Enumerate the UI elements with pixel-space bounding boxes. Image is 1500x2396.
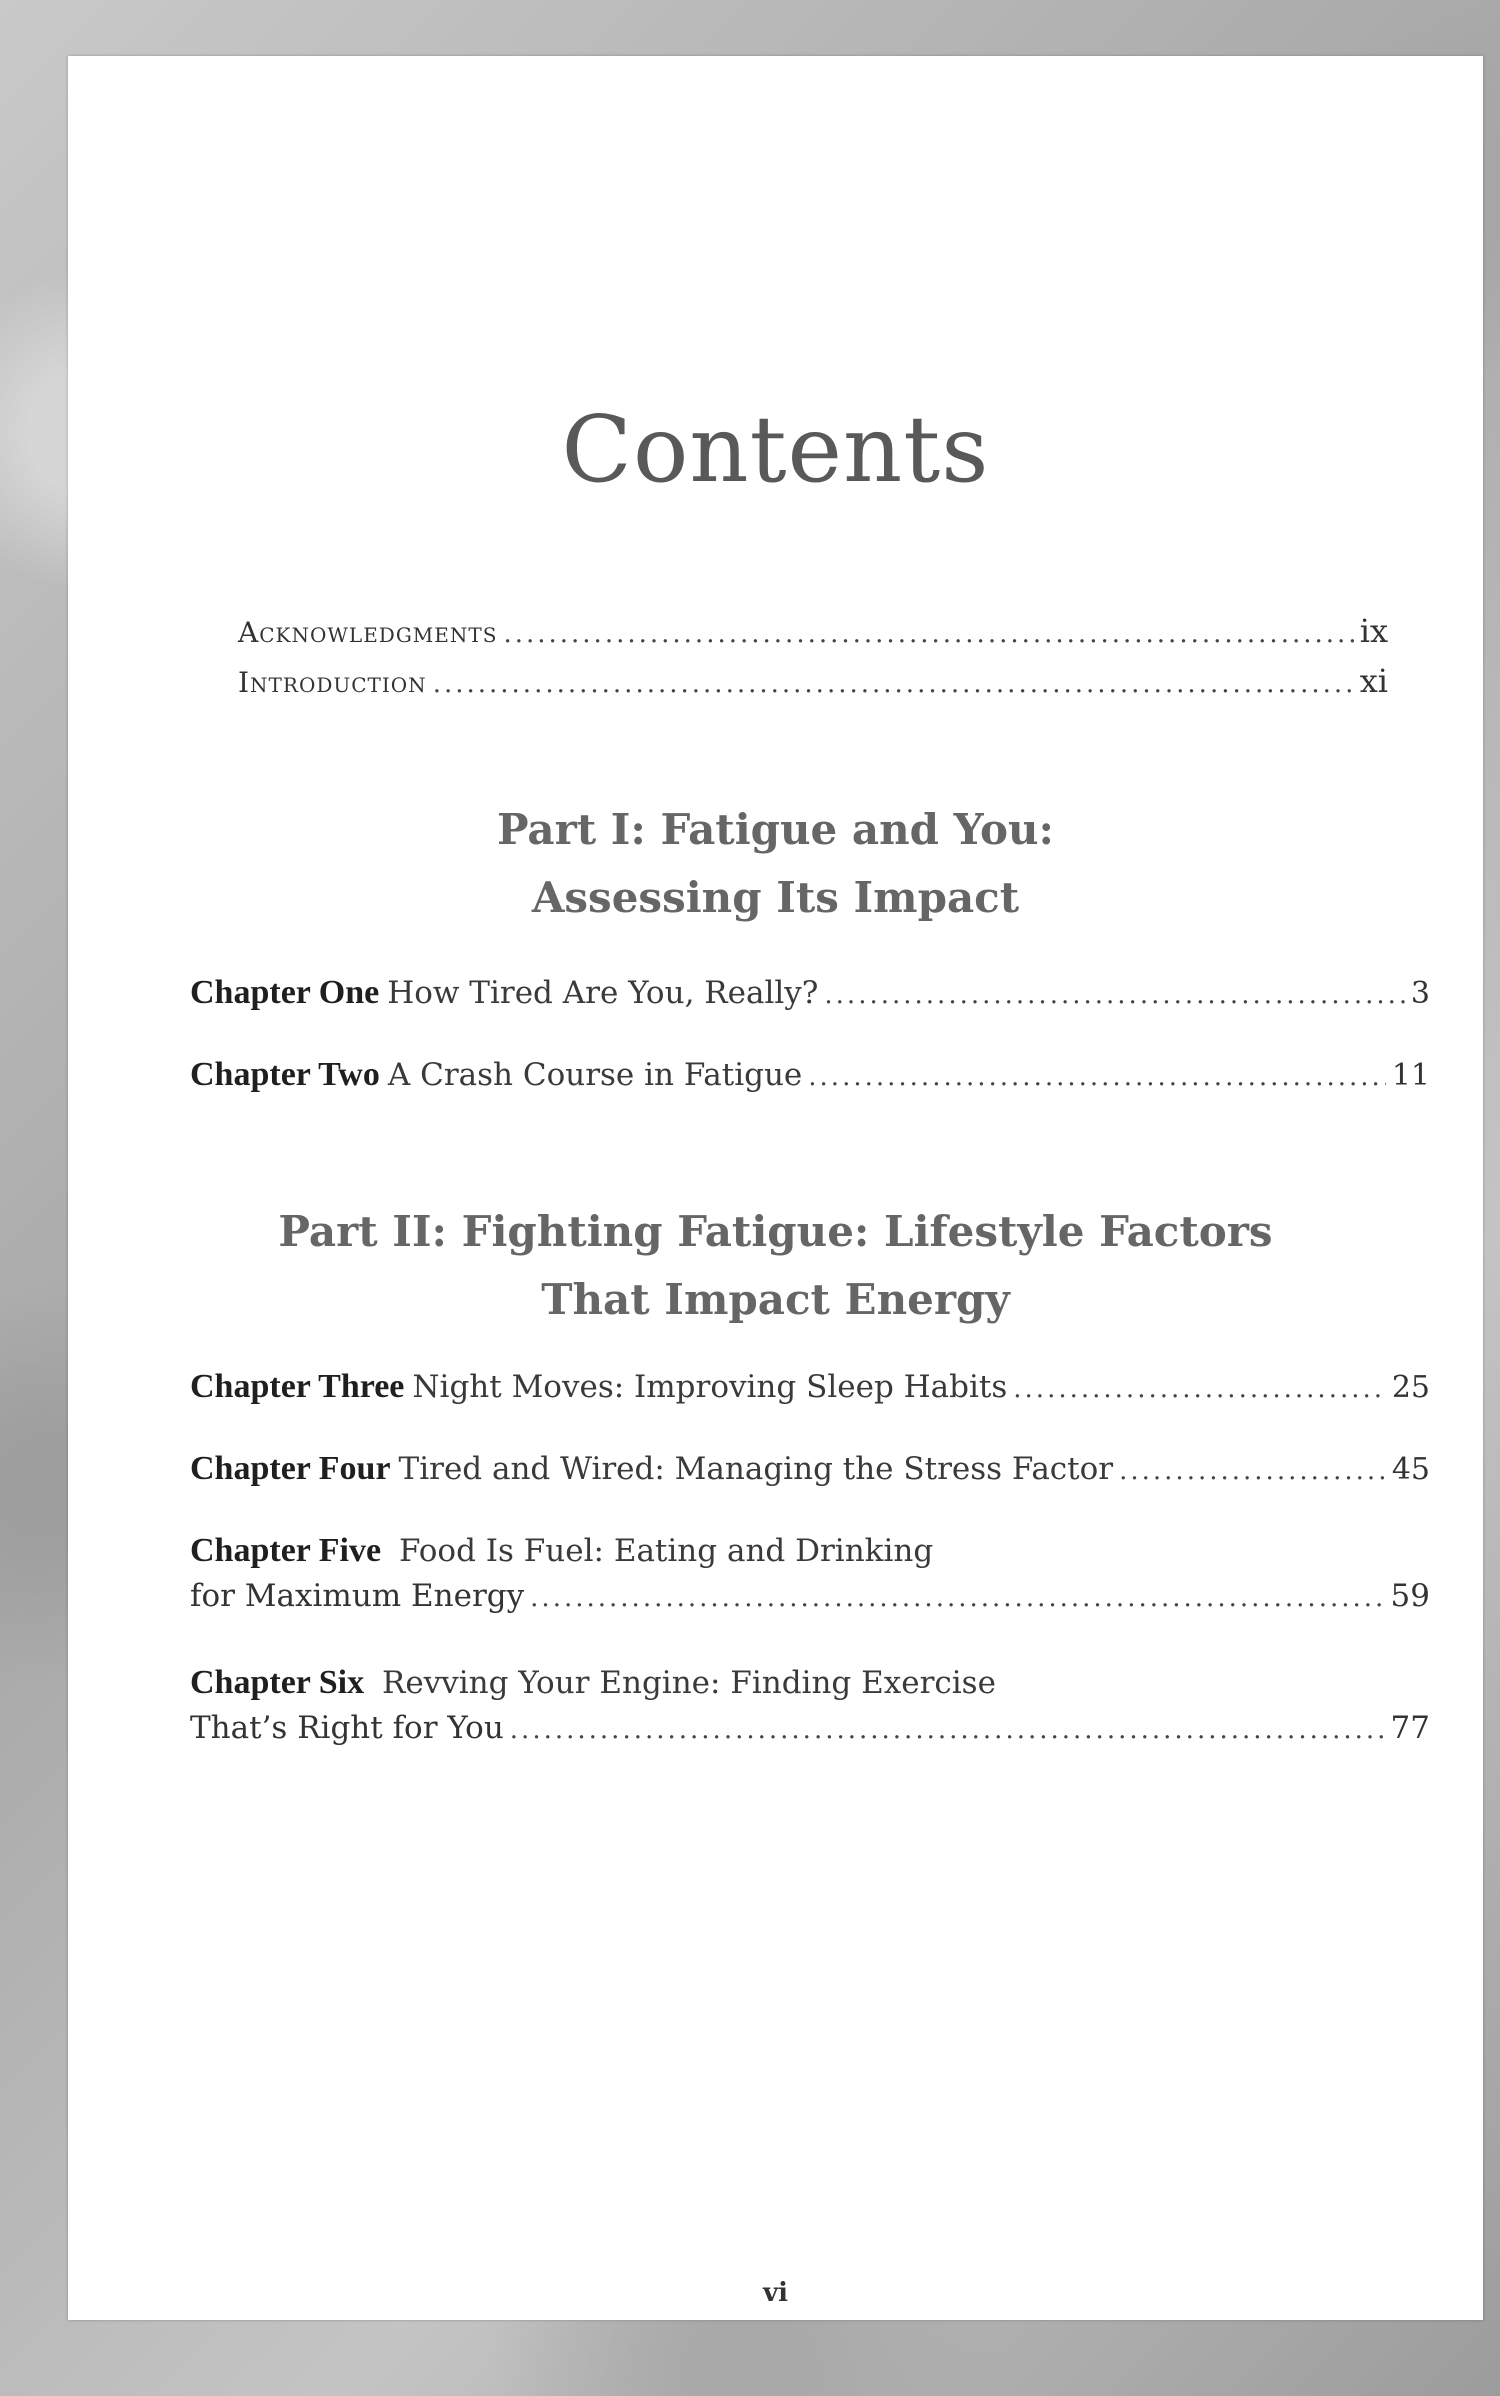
- part-heading-line: Part II: Fighting Fatigue: Lifestyle Factors: [278, 1207, 1273, 1256]
- page-folio: vi: [763, 2278, 788, 2308]
- toc-page-number: 59: [1390, 1578, 1430, 1614]
- toc-entry-chapter-five[interactable]: [190, 1532, 1430, 1614]
- chapter-label: Chapter Five: [190, 1532, 382, 1569]
- part-heading-line: Part I: Fatigue and You:: [496, 805, 1055, 854]
- toc-page-number: 77: [1390, 1710, 1430, 1746]
- chapter-title: Revving Your Engine: Finding Exercise: [381, 1665, 996, 1701]
- toc-entry-chapter-two[interactable]: [190, 1056, 1430, 1094]
- chapter-label: Chapter Six: [190, 1664, 365, 1701]
- toc-entry-chapter-one[interactable]: [190, 974, 1430, 1012]
- chapter-title-continuation: for Maximum Energy: [190, 1578, 525, 1614]
- toc-entry-acknowledgments[interactable]: [238, 612, 1388, 650]
- chapter-title: Tired and Wired: Managing the Stress Factor: [398, 1451, 1114, 1487]
- part-heading-2: [68, 1198, 1483, 1334]
- dot-leader: [1119, 1456, 1386, 1486]
- chapter-title: A Crash Course in Fatigue: [387, 1057, 803, 1093]
- part-heading-line: Assessing Its Impact: [531, 873, 1020, 922]
- dot-leader: [433, 669, 1354, 699]
- toc-page-number: 11: [1391, 1058, 1430, 1093]
- dot-leader: [530, 1583, 1384, 1613]
- toc-entry-chapter-six[interactable]: [190, 1664, 1430, 1746]
- toc-entry-label: Acknowledgments: [238, 616, 498, 649]
- dot-leader: [808, 1062, 1386, 1092]
- chapter-title: How Tired Are You, Really?: [387, 975, 819, 1011]
- chapter-label: Chapter Two: [190, 1056, 380, 1093]
- chapter-label: Chapter Four: [190, 1450, 391, 1487]
- part-heading-1: [68, 796, 1483, 932]
- dot-leader: [824, 980, 1405, 1010]
- page-title: Contents: [561, 396, 990, 503]
- toc-page-number: ix: [1359, 612, 1388, 650]
- book-page: [68, 56, 1483, 2320]
- chapter-title: Night Moves: Improving Sleep Habits: [412, 1369, 1008, 1405]
- toc-entry-introduction[interactable]: [238, 662, 1388, 700]
- toc-page-number: 45: [1391, 1452, 1430, 1487]
- chapter-label: Chapter One: [190, 974, 380, 1011]
- dot-leader: [510, 1715, 1385, 1745]
- toc-entry-label: Introduction: [238, 666, 427, 699]
- toc-page-number: 3: [1410, 976, 1430, 1011]
- chapter-label: Chapter Three: [190, 1368, 405, 1405]
- dot-leader: [503, 619, 1353, 649]
- chapter-title: Food Is Fuel: Eating and Drinking: [398, 1533, 934, 1569]
- dot-leader: [1013, 1374, 1386, 1404]
- part-heading-line: That Impact Energy: [541, 1275, 1010, 1324]
- toc-entry-chapter-four[interactable]: [190, 1450, 1430, 1488]
- toc-entry-chapter-three[interactable]: [190, 1368, 1430, 1406]
- toc-page-number: xi: [1359, 662, 1388, 700]
- chapter-title-continuation: That’s Right for You: [190, 1710, 504, 1746]
- toc-page-number: 25: [1391, 1370, 1430, 1405]
